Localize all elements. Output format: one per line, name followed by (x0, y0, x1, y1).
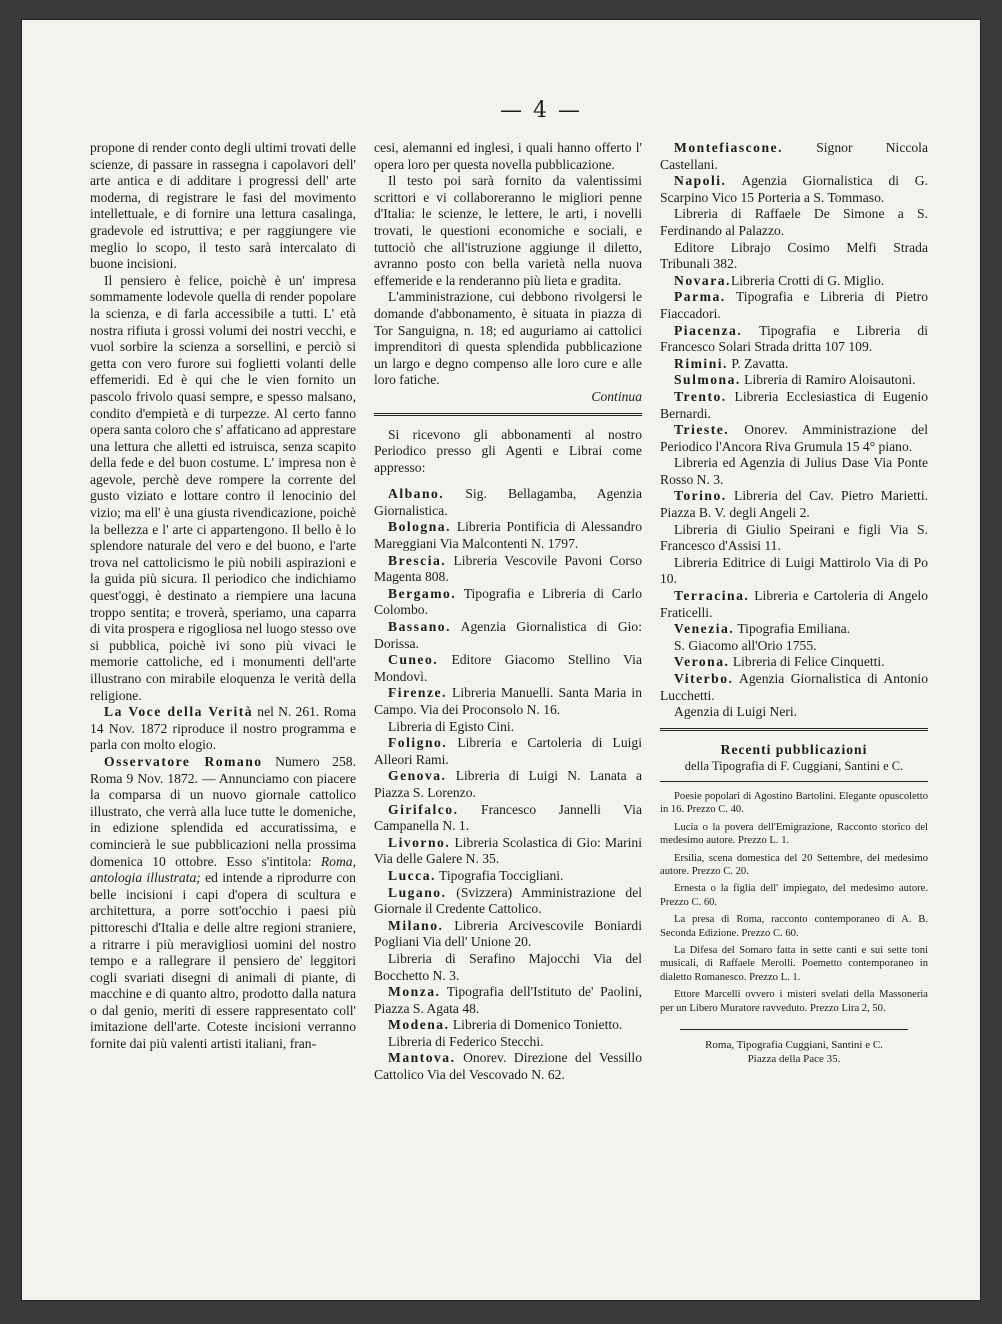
recent-publications-title: Recenti pubblicazioni (720, 741, 868, 757)
agent-entry (374, 586, 642, 619)
agent-city: Torino. (674, 488, 727, 504)
agent-entry (660, 555, 928, 588)
agent-entry (660, 621, 928, 638)
agent-details: S. Giacomo all'Orio 1755. (674, 637, 817, 653)
publication-entry: La Difesa del Somaro fatta in sette canti e sui sette toni musicali, di Raffaele Merolli. Poemetto contemporaneo in dialetto Romanesco. Prezzo L. 1. (660, 945, 928, 983)
agent-details: Libreria ed Agenzia di Julius Dase Via Ponte Rosso N. 3. (660, 455, 928, 487)
agent-entry (660, 206, 928, 239)
agent-details: Onorev. Amministrazione del Periodico l'Ancora Riva Grumula 15 4° piano. (660, 422, 928, 454)
agent-city: Terracina. (674, 588, 750, 604)
paragraph (90, 704, 356, 754)
agent-city: Monza. (388, 984, 441, 1000)
agent-entry (660, 389, 928, 422)
agent-city: Genova. (388, 768, 447, 784)
publication-entry: Ernesta o la figlia dell' impiegato, del medesimo autore. Prezzo C. 60. (660, 883, 928, 908)
agent-city: Brescia. (388, 552, 447, 568)
agent-city: Napoli. (674, 173, 727, 189)
divider (680, 1029, 908, 1030)
agent-details: Libreria Scolastica di Gio: Marini Via delle Galere N. 35. (374, 834, 642, 867)
agent-entry (374, 951, 642, 984)
agent-details: Libreria del Cav. Pietro Marietti. Piazza B. V. degli Angeli 2. (660, 488, 928, 521)
agent-entry (374, 553, 642, 586)
agent-details: Libreria di Luigi N. Lanata a Piazza S. Lorenzo. (374, 768, 642, 800)
agent-details: Libreria Manuelli. Santa Maria in Campo. Via dei Proconsolo N. 16. (374, 685, 642, 717)
agent-entry (660, 240, 928, 273)
agent-entry (374, 619, 642, 652)
agent-city: Venezia. (674, 621, 735, 637)
continua-label: Continua (591, 388, 642, 404)
agent-details: Tipografia e Libreria di Carlo Colombo. (374, 585, 642, 618)
subscription-intro: Si ricevono gli abbonamenti al nostro Periodico presso gli Agenti e Librai come appresso: (374, 426, 642, 475)
agent-entry (660, 140, 928, 173)
agent-entry (374, 1017, 642, 1034)
agent-city: Trento. (674, 388, 727, 404)
divider (660, 781, 928, 782)
agent-details: P. Zavatta. (727, 355, 789, 371)
divider (660, 728, 928, 732)
agent-city: Rimini. (674, 355, 728, 371)
agent-details: Tipografia e Libreria di Francesco Solari Strada dritta 107 109. (660, 322, 928, 355)
publication-entry: Ettore Marcelli ovvero i misteri svelati della Massoneria per un Libero Muratore ravveduto. Prezzo Lira 2, 50. (660, 989, 928, 1014)
agent-entry (374, 652, 642, 685)
paragraph: Il pensiero è felice, poichè è un' impresa sommamente lodevole quella di render popolare la scienza, e di farla accessibile a tutti. L' età nostra rifiuta i grossi volumi dei nostri vecchi, e vuol sorbire la scienza a sorsellini, e perciò si getta con vero furore sui foglietti volanti delle effemeridi. Ed è qui che le vien fornito un pascolo frivolo quasi sempre, e spesso malsano, condito d'empietà e di turpezze. Al certo fanno opera santa coloro che s' affaticano ad apprestare una lettura che alletti ed istruisca, senza scapito della fede e del buon costume. L' impresa non è agevole, perchè deve rompere la corrente del gusto viziato e lottare contro il lenocinio del vizio; ma ell' è una giusta rivendicazione, poichè la bellezza e l' arte ci appartengono. Il bello è lo splendore naturale del vero e del buono, e l'arte trova nel cattolicismo le più nobili aspirazioni e la guida più sicura. Il periodico che indichiamo quest'oggi, è destinato a riempiere una lacuna troppo sentita; e troverà, speriamo, una caparra di vita prospera e rigogliosa nel luogo stesso ove si pubblica, poichè ivi sono più vivaci le memorie cattoliche, ed i monumenti dell'arte illustrano con mirabile eloquenza le verità della religione. (90, 272, 357, 703)
agent-city: Bergamo. (388, 585, 457, 601)
agent-city: Lucca. (388, 867, 436, 883)
publication-entry: La presa di Roma, racconto contemporaneo di A. B. Seconda Edizione. Prezzo C. 60. (660, 914, 928, 939)
publication-list (660, 790, 928, 1015)
agent-city: Parma. (674, 289, 726, 305)
imprint-line: Piazza della Pace 35. (747, 1053, 841, 1066)
agent-city: Bassano. (388, 619, 451, 635)
column-2 (374, 140, 642, 1084)
agent-entry (374, 885, 642, 918)
paragraph-text: nel N. 261. Roma 14 Nov. 1872 riproduce il nostro programma e parla con molto elogio. (90, 704, 356, 753)
agent-details: Editore Librajo Cosimo Melfi Strada Tribunali 382. (660, 239, 928, 272)
agent-city: Novara. (674, 272, 731, 288)
paragraph (90, 754, 356, 1053)
agent-city: Albano. (388, 486, 445, 502)
agent-entry (660, 522, 928, 555)
agent-city: Cuneo. (388, 652, 439, 668)
agent-entry (374, 868, 642, 885)
agent-city: Girifalco. (388, 801, 459, 817)
agent-details: Libreria Editrice di Luigi Mattirolo Via di Po 10. (660, 554, 928, 587)
agent-entry (660, 638, 928, 655)
agent-list (374, 486, 642, 1083)
agent-details: (Svizzera) Amministrazione del Giornale il Credente Cattolico. (374, 884, 642, 917)
agent-details: Libreria di Raffaele De Simone a S. Ferdinando al Palazzo. (660, 206, 928, 238)
agent-city: Foligno. (388, 735, 448, 751)
agent-details: Francesco Jannelli Via Campanella N. 1. (374, 801, 642, 834)
agent-entry (660, 273, 928, 290)
agent-city: Trieste. (674, 422, 730, 438)
agent-details: Libreria Pontificia di Alessandro Mareggiani Via Malcontenti N. 1797. (374, 519, 642, 552)
agent-entry (660, 455, 928, 488)
agent-details: Editore Giacomo Stellino Via Mondovì. (374, 652, 642, 684)
agent-city: Bologna. (388, 519, 451, 535)
agent-details: Libreria e Cartoleria di Luigi Alleori Rami. (374, 735, 642, 767)
agent-details: Libreria Arcivescovile Boniardi Pogliani Via dell' Unione 20. (374, 917, 642, 950)
agent-details: Tipografia Toccigliani. (435, 867, 564, 883)
agent-entry (660, 671, 928, 704)
agent-entry (374, 918, 642, 951)
agent-details: Libreria Crotti di G. Miglio. (730, 272, 885, 288)
agent-details: Tipografia Emiliana. (734, 621, 851, 637)
agent-entry (660, 173, 928, 206)
column-1 (90, 140, 356, 1053)
publication-entry: Lucia o la povera dell'Emigrazione, Racconto storico del medesimo autore. Prezzo L. 1. (660, 821, 928, 847)
agent-details: Onorev. Direzione del Vessillo Cattolico Via del Vescovado N. 62. (374, 1050, 642, 1083)
agent-entry (374, 1050, 642, 1083)
page-number: — 4 — (500, 98, 582, 123)
agent-city: Modena. (388, 1017, 450, 1033)
agent-city: Viterbo. (674, 671, 734, 686)
agent-details: Libreria di Ramiro Aloisautoni. (740, 372, 916, 388)
paragraph-text: ed intende a riprodurre con belle incisioni i capi d'opera di scultura e architettura, a porre sott'occhio i paesi più pittoreschi d'Italia e delle altre regioni straniere, a ritrarre i più meravigliosi uomini del nostro tempo e a rallegrare il pensiero de' leggitori cogli svariati disegni di animali di piante, di macchine e di quanto altro, prodotto dalla natura o dal genio, meriti di essere rappresentato coll' imitazione dell'arte. Coteste incisioni verranno fornite dai più valenti artisti italiani, fran- (90, 870, 356, 1052)
agent-details: Libreria Vescovile Pavoni Corso Magenta 808. (374, 552, 642, 585)
agent-details: Tipografia dell'Istituto de' Paolini, Piazza S. Agata 48. (374, 984, 642, 1016)
agent-entry (660, 588, 928, 621)
agent-entry (660, 422, 928, 455)
agent-city: Lugano. (388, 884, 447, 900)
agent-entry (374, 486, 642, 519)
agent-details: Agenzia Giornalistica di Gio: Dorissa. (374, 619, 642, 651)
paragraph: Il testo poi sarà fornito da valentissimi scrittori e vi collaboreranno le migliori penne d'Italia: le scienze, le lettere, le arti, i novelli trovati, le questioni economiche e sociali, e tuttociò che all'istruzione aggiunge il diletto, avranno posto con bella varietà nella nuova effemeride e la renderanno più lieta e gradita. (374, 173, 642, 288)
paragraph: L'amministrazione, cui debbono rivolgersi le domande d'abbonamento, è situata in piazza di Tor Sanguigna, n. 18; ed auguriamo ai cattolici imprenditori di questa splendida pubblicazione un largo e degno compenso alle loro cure e alle loro fatiche. (374, 289, 642, 388)
agent-city: Milano. (388, 917, 444, 933)
agent-city: Mantova. (388, 1050, 456, 1066)
agent-entry (660, 372, 928, 389)
recent-publications-subtitle: della Tipografia di F. Cuggiani, Santini e C. (684, 759, 904, 774)
agent-details: Libreria di Felice Cinquetti. (729, 654, 885, 670)
agent-entry (374, 768, 642, 801)
agent-entry (374, 735, 642, 768)
divider (374, 413, 642, 417)
agent-city: Sulmona. (674, 372, 741, 388)
agent-details: Libreria di Egisto Cini. (388, 718, 515, 734)
column-3 (660, 140, 928, 1066)
agent-details: Libreria Ecclesiastica di Eugenio Bernardi. (660, 388, 928, 421)
agent-entry (660, 356, 928, 373)
agent-entry (660, 488, 928, 521)
agent-entry (374, 685, 642, 718)
agent-details: Libreria di Serafino Majocchi Via del Bocchetto N. 3. (374, 950, 642, 983)
agent-city: Firenze. (388, 685, 447, 701)
agent-entry (374, 835, 642, 868)
paragraph: cesi, alemanni ed inglesi, i quali hanno offerto l' opera loro per questa novella pubblicazione. (374, 140, 642, 172)
agent-city: Piacenza. (674, 322, 743, 338)
agent-entry (660, 323, 928, 356)
agent-details: Sig. Bellagamba, Agenzia Giornalistica. (374, 486, 642, 518)
paragraph-text: Numero 258. Roma 9 Nov. 1872. — Annunciamo con piacere la comparsa di un nuovo giornale cattolico illustrato, che verrà alla luce tutte le domeniche, in edizione splendida ed accuratissima, e comincierà le sue pubblicazioni nella prossima domenica 10 ottobre. Esso s'intitola: (90, 753, 356, 869)
agent-details: Libreria di Giulio Speirani e figli Via S. Francesco d'Assisi 11. (660, 521, 928, 554)
agent-entry (374, 519, 642, 552)
agent-entry (374, 1034, 642, 1051)
agent-details: Agenzia di Luigi Neri. (674, 704, 798, 720)
agent-entry (660, 289, 928, 322)
agent-entry (660, 654, 928, 671)
paragraph: propone di render conto degli ultimi trovati delle scienze, di passare in rassegna i capolavori dell' arte antica e di additare i progressi dell' arte moderna, di registrare le fasi del movimento intellettuale, e di fornire una lettura casalinga, gradevole ed istruttiva; e per raggiungere vie meglio lo scopo, il testo sarà intercalato di buone incisioni. (90, 140, 356, 272)
agent-city: Livorno. (388, 834, 451, 850)
publication-title: Roma, antologia illustrata; (90, 853, 356, 886)
agent-city: Verona. (674, 654, 730, 670)
newspaper-page (22, 20, 980, 1300)
agent-entry (374, 984, 642, 1017)
agent-list (660, 140, 928, 721)
publication-entry: Poesie popolari di Agostino Bartolini. Elegante opuscoletto in 16. Prezzo C. 40. (660, 790, 928, 816)
agent-details: Libreria e Cartoleria di Angelo Fraticelli. (660, 588, 928, 620)
newspaper-name: La Voce della Verità (104, 704, 254, 720)
agent-details: Libreria di Domenico Tonietto. (449, 1017, 623, 1033)
agent-details: Tipografia e Libreria di Pietro Fiaccadori. (660, 289, 928, 321)
agent-details: Libreria di Federico Stecchi. (388, 1033, 544, 1049)
agent-entry (660, 704, 928, 721)
agent-details: Agenzia Giornalistica di G. Scarpino Vico 15 Porteria a S. Tommaso. (660, 173, 928, 205)
agent-entry (374, 802, 642, 835)
agent-entry (374, 719, 642, 736)
imprint-line: Roma, Tipografia Cuggiani, Santini e C. (705, 1039, 883, 1052)
agent-details: Agenzia Giornalistica di Antonio Lucchetti. (660, 671, 928, 703)
printer-imprint (660, 1038, 928, 1066)
publication-entry: Ersilia, scena domestica del 20 Settembre, del medesimo autore. Prezzo C. 20. (660, 852, 928, 877)
agent-city: Montefiascone. (674, 140, 783, 155)
agent-details: Signor Niccola Castellani. (660, 140, 928, 172)
newspaper-name: Osservatore Romano (104, 753, 263, 769)
